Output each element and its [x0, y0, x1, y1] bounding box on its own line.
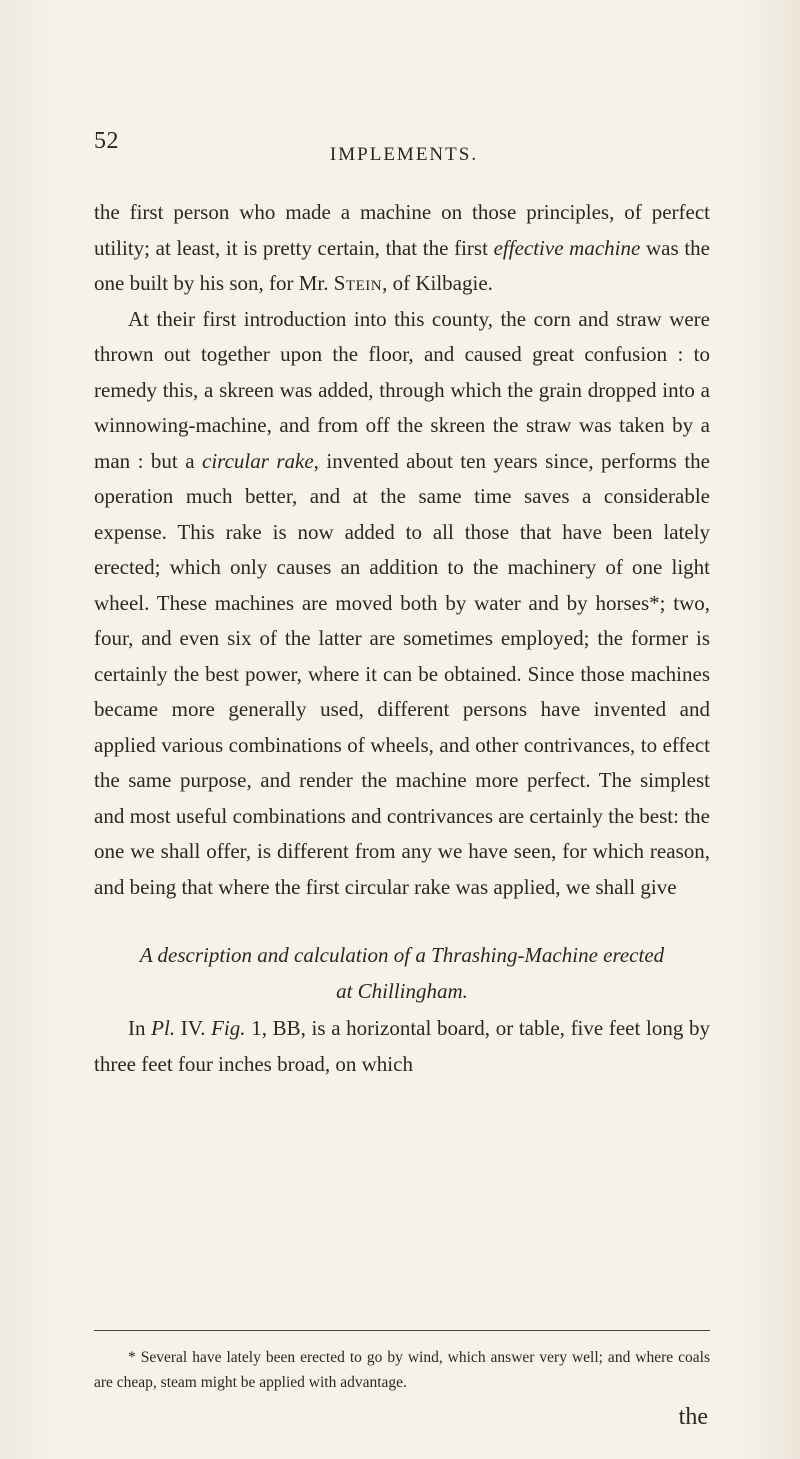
p1-name: Stein: [333, 271, 383, 295]
section-heading: [94, 937, 710, 1009]
footnote-rule: [94, 1330, 710, 1331]
p2-italic: circular rake: [202, 448, 314, 473]
p1-text-c: , of Kilbagie.: [382, 271, 493, 295]
paragraph-1: [94, 195, 710, 302]
paragraph-2: [94, 302, 710, 906]
p1-text-b: was the one built by his son, for Mr.: [94, 235, 710, 295]
p2-text-a: At their first introduction into this county, the corn and straw were thrown out together upon the floor, and caused great confusion : to remedy this, a skreen was added, through which the grain dropped into a winnowing-machine, and from off the skreen the straw was taken by a man : but a: [94, 306, 710, 473]
running-head: IMPLEMENTS.: [329, 144, 479, 165]
p1-text-a: the first person who made a machine on those principles, of perfect utility; at least, it is pretty certain, that the first: [94, 200, 710, 260]
page-header: [94, 128, 714, 165]
p3-text-b: IV.: [175, 1016, 212, 1040]
p3-fig: Fig.: [211, 1016, 246, 1040]
p3-text-c: 1, BB, is a horizontal board, or table, five feet long by three feet four inches broad, on which: [94, 1016, 710, 1076]
heading-line-2: at Chillingham.: [336, 979, 468, 1003]
catchword: the: [678, 1404, 708, 1430]
p3-text-a: In: [128, 1016, 152, 1040]
heading-line-1: A description and calculation of a Thrashing-Machine erected: [139, 943, 665, 967]
body-text: [94, 195, 710, 1082]
page-number: 52: [94, 128, 119, 154]
footnote: * Several have lately been erected to go by wind, which answer very well; and where coals are cheap, steam might be applied with advantage.: [94, 1349, 710, 1391]
p3-plate: Pl.: [151, 1016, 176, 1040]
p2-text-b: , invented about ten years since, performs the operation much better, and at the same time saves a considerable expense. This rake is now added to all those that have been lately erected; which only causes an addition to the machinery of one light wheel. These machines are moved both by water and by horses*; two, four, and even six of the latter are sometimes employed; the former is certainly the best power, where it can be obtained. Since those machines became more generally used, different persons have invented and applied various combinations of wheels, and other contrivances, to effect the same purpose, and render the machine more perfect. The simplest and most useful combinations and contrivances are certainly the best: the one we shall offer, is different from any we have seen, for which reason, and being that where the first circular rake was applied, we shall give: [94, 448, 710, 899]
p1-italic: effective machine: [493, 235, 641, 260]
paragraph-3: [94, 1011, 710, 1082]
